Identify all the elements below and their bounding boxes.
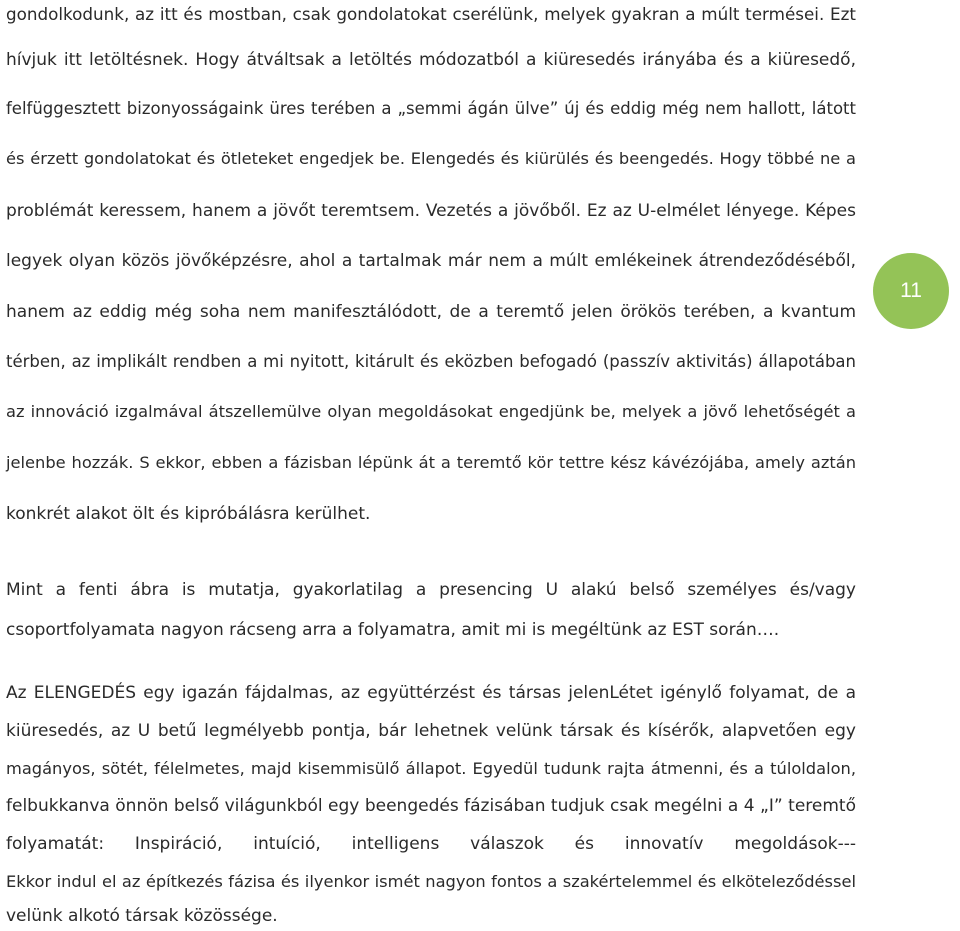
page-number-badge: 11 [873,253,949,329]
text-line: csoportfolyamata nagyon rácseng arra a folyamatra, amit mi is megéltünk az EST során…. [6,620,780,640]
text-line: Az ELENGEDÉS egy igazán fájdalmas, az együttérzést és társas jelenLétet igénylő folyamat, de a [6,683,856,703]
text-line: velünk alkotó társak közössége. [6,906,278,926]
text-line: hanem az eddig még soha nem manifesztálódott, de a teremtő jelen örökös terében, a kvantum [6,302,856,322]
text-line: felbukkanva önnön belső világunkból egy beengedés fázisában tudjuk csak megélni a 4 „I” teremtő [6,796,856,816]
text-line: és érzett gondolatokat és ötleteket engedjek be. Elengedés és kiürülés és beengedés. Hogy többé ne a [6,149,856,168]
text-line: problémát keressem, hanem a jövőt teremtsem. Vezetés a jövőből. Ez az U-elmélet lényege. Képes [6,201,856,221]
text-line: az innováció izgalmával átszellemülve olyan megoldásokat engedjünk be, melyek a jövő lehetőségét a [6,402,856,421]
text-line: legyek olyan közös jövőképzésre, ahol a tartalmak már nem a múlt emlékeinek átrendeződéséből, [6,251,856,271]
text-line: hívjuk itt letöltésnek. Hogy átváltsak a letöltés módozatból a kiüresedés irányába és a kiüresedő, [6,50,856,70]
text-line: jelenbe hozzák. S ekkor, ebben a fázisban lépünk át a teremtő kör tettre kész kávézójába, amely aztán [6,453,856,472]
text-line: gondolkodunk, az itt és mostban, csak gondolatokat cserélünk, melyek gyakran a múlt termései. Ezt [6,4,856,24]
text-line: folyamatát: Inspiráció, intuíció, intelligens válaszok és innovatív megoldások--- [6,834,856,854]
text-line: kiüresedés, az U betű legmélyebb pontja, bár lehetnek velünk társak és kísérők, alapvetően egy [6,721,856,741]
text-line: Ekkor indul el az építkezés fázisa és ilyenkor ismét nagyon fontos a szakértelemmel és elköteleződéssel [6,872,856,891]
text-line: térben, az implikált rendben a mi nyitott, kitárult és eközben befogadó (passzív aktivitás) állapotában [6,352,856,371]
text-line: magányos, sötét, félelmetes, majd kisemmisülő állapot. Egyedül tudunk rajta átmenni, és a túloldalon, [6,759,856,778]
text-line: Mint a fenti ábra is mutatja, gyakorlatilag a presencing U alakú belső személyes és/vagy [6,580,856,600]
text-line: felfüggesztett bizonyosságaink üres terében a „semmi ágán ülve” új és eddig még nem hallott, látott [6,99,856,118]
text-line: konkrét alakot ölt és kipróbálásra kerülhet. [6,504,371,524]
